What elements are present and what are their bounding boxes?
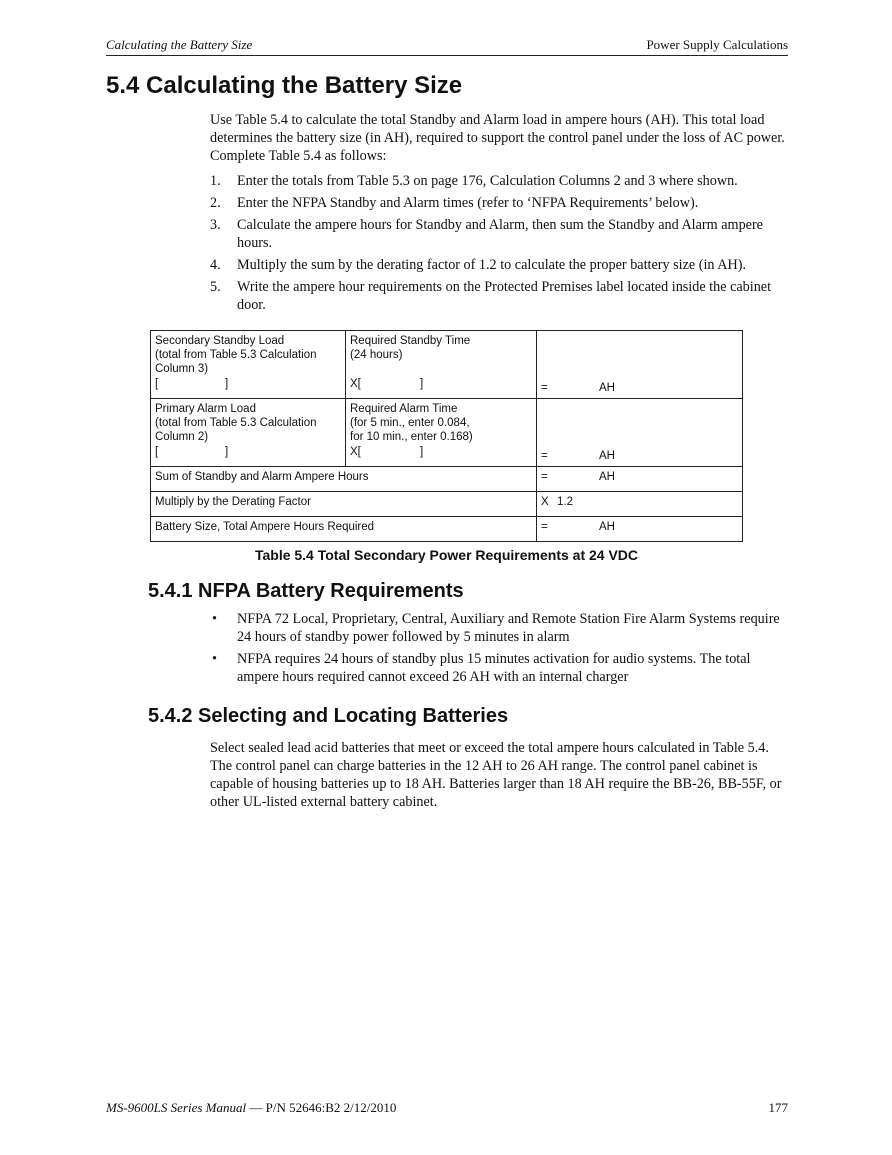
step-number: 4. (210, 257, 221, 273)
steps-list (210, 172, 790, 318)
table-row (151, 467, 743, 492)
nfpa-section-title: 5.4.1 NFPA Battery Requirements (148, 580, 464, 602)
standby-time-entry: X[ ] (350, 377, 424, 390)
running-header-left: Calculating the Battery Size (106, 37, 253, 52)
battery-calculation-table (150, 330, 743, 542)
step-number: 2. (210, 195, 221, 211)
list-item (210, 194, 790, 212)
step-text: Calculate the ampere hours for Standby and Alarm, then sum the Standby and Alarm ampere hours. (237, 217, 763, 251)
step-number: 1. (210, 173, 221, 189)
header-rule (106, 55, 788, 56)
alarm-load-cell: Primary Alarm Load (total from Table 5.3 Calculation Column 2) [ ] (151, 399, 346, 467)
derating-value-cell: X 1.2 (537, 492, 743, 517)
list-item (210, 172, 790, 190)
battery-size-value-cell: = AH (537, 517, 743, 542)
standby-load-entry: [ ] (155, 377, 229, 390)
selecting-section-title: 5.4.2 Selecting and Locating Batteries (148, 705, 509, 727)
standby-ah-cell: = AH (537, 331, 743, 399)
list-item (210, 216, 790, 252)
table-row (151, 331, 743, 399)
step-text: Multiply the sum by the derating factor of 1.2 to calculate the proper battery size (in AH). (237, 257, 747, 273)
table-row (151, 399, 743, 467)
battery-size-label-cell: Battery Size, Total Ampere Hours Required (151, 517, 537, 542)
step-text: Write the ampere hour requirements on the Protected Premises label located inside the cabinet door. (237, 279, 772, 313)
list-item: • NFPA 72 Local, Proprietary, Central, Auxiliary and Remote Station Fire Alarm Systems require 24 hours of standby power followed by 5 minutes in alarm (212, 611, 780, 645)
table-row (151, 517, 743, 542)
sum-value-cell: = AH (537, 467, 743, 492)
step-number: 3. (210, 217, 221, 233)
alarm-load-entry: [ ] (155, 445, 229, 458)
nfpa-bullet-list (210, 610, 790, 690)
alarm-time-entry: X[ ] (350, 445, 424, 458)
table-caption: Table 5.4 Total Secondary Power Requirements at 24 VDC (254, 547, 639, 563)
step-number: 5. (210, 279, 221, 295)
table-row (151, 492, 743, 517)
standby-load-cell: Secondary Standby Load (total from Table 5.3 Calculation Column 3) [ ] (151, 331, 346, 399)
running-header-right: Power Supply Calculations (646, 37, 788, 52)
list-item: • NFPA requires 24 hours of standby plus 15 minutes activation for audio systems. The total ampere hours required cannot exceed 26 AH with an internal charger (212, 651, 751, 685)
list-item (210, 256, 790, 274)
derating-label-cell: Multiply by the Derating Factor (151, 492, 537, 517)
sum-label-cell: Sum of Standby and Alarm Ampere Hours (151, 467, 537, 492)
selecting-paragraph: Select sealed lead acid batteries that meet or exceed the total ampere hours calculated in Table 5.4. The control panel can charge batteries in the 12 AH to 26 AH range. The control panel cabinet is capable of housing batteries up to 18 AH. Batteries larger than 18 AH require the BB-26, BB-55F, or other UL-listed external battery cabinet. (210, 740, 782, 810)
intro-paragraph: Use Table 5.4 to calculate the total Standby and Alarm load in ampere hours (AH). This total load determines the battery size (in AH), required to support the control panel under the loss of AC power. Complete Table 5.4 as follows: (210, 112, 785, 164)
page-number: 177 (768, 1100, 788, 1115)
alarm-time-cell: Required Alarm Time (for 5 min., enter 0.084, for 10 min., enter 0.168) X[ ] (346, 399, 537, 467)
section-title: 5.4 Calculating the Battery Size (106, 72, 463, 99)
footer-manual-info: MS-9600LS Series Manual — P/N 52646:B2 2/12/2010 (106, 1100, 397, 1115)
alarm-ah-cell: = AH (537, 399, 743, 467)
step-text: Enter the totals from Table 5.3 on page 176, Calculation Columns 2 and 3 where shown. (237, 173, 738, 189)
list-item (210, 278, 790, 314)
standby-time-cell: Required Standby Time (24 hours) X[ ] (346, 331, 537, 399)
step-text: Enter the NFPA Standby and Alarm times (refer to ‘NFPA Requirements’ below). (237, 195, 699, 211)
